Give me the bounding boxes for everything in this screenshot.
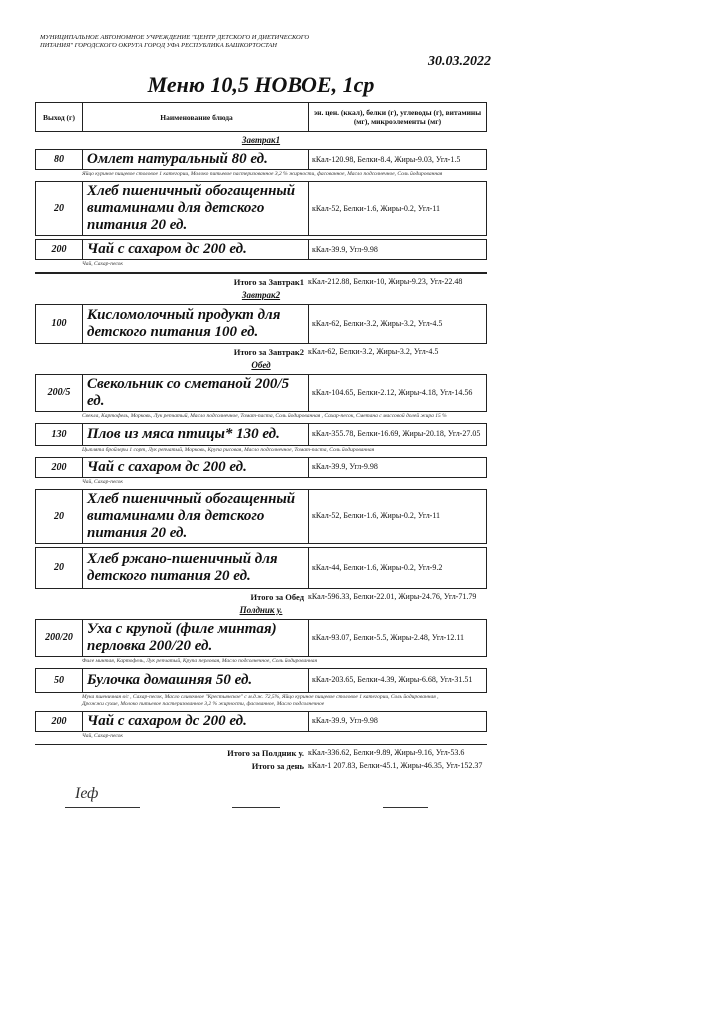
dish-row xyxy=(35,149,487,170)
section-total-label: Итого за Обед xyxy=(250,591,304,602)
dish-nutrition: кКал-39.9, Угл-9.98 xyxy=(312,462,378,471)
dish-name: Чай с сахаром дс 200 ед. xyxy=(83,712,309,731)
dish-weight: 20 xyxy=(36,182,83,235)
dish-weight: 80 xyxy=(36,150,83,169)
dish-weight: 200 xyxy=(36,458,83,477)
dish-ingredients: Филе минтая, Картофель, Лук репчатый, Крупа перловая, Масло подсолнечное, Соль йодированная xyxy=(82,657,318,664)
signature: Іеф xyxy=(75,785,99,802)
dish-ingredients: Цыплята бройлеры 1 сорт, Лук репчатый, Морковь, Крупа рисовая, Масло подсолнечное, Томат-паста, Соль йодированная xyxy=(82,446,375,453)
section-total-value: кКал-336.62, Белки-9.89, Жиры-9.16, Угл-53.6 xyxy=(308,748,465,757)
section-total-value: кКал-212.88, Белки-10, Жиры-9.23, Угл-22.48 xyxy=(308,276,463,286)
divider xyxy=(35,744,487,746)
dish-nutrition: кКал-104.65, Белки-2.12, Жиры-4.18, Угл-14.56 xyxy=(312,387,473,397)
section-total xyxy=(35,592,487,602)
section-total-value: кКал-62, Белки-3.2, Жиры-3.2, Угл-4.5 xyxy=(308,346,439,356)
dish-weight: 200/5 xyxy=(36,375,83,411)
section-title: Завтрак2 xyxy=(241,289,281,300)
divider xyxy=(35,272,487,274)
dish-nutrition: кКал-39.9, Угл-9.98 xyxy=(312,244,378,254)
dish-ingredients: Яйцо куриное пищевое столовое 1 категории, Молоко питьевое пастеризованное 3,2 % жирности, фасованное, Масло подсолнечное, Соль йодированная xyxy=(82,171,443,177)
section-total-value: кКал-596.33, Белки-22.01, Жиры-24.76, Угл-71.79 xyxy=(308,591,477,601)
dish-row xyxy=(35,374,487,412)
document-header xyxy=(40,0,492,94)
header-name: Наименование блюда xyxy=(83,103,309,131)
dish-row xyxy=(35,489,487,544)
dish-nutrition: кКал-39.9, Угл-9.98 xyxy=(312,716,378,725)
dish-name: Уха с крупой (филе минтая) перловка 200/20 ед. xyxy=(83,620,309,656)
day-total-value: кКал-1 207.83, Белки-45.1, Жиры-46.35, Угл-152.37 xyxy=(308,761,483,770)
menu-date: 30.03.2022 xyxy=(428,54,491,69)
dish-nutrition: кКал-120.98, Белки-8.4, Жиры-9.03, Угл-1.5 xyxy=(312,154,461,164)
dish-name: Омлет натуральный 80 ед. xyxy=(83,150,309,169)
menu-table xyxy=(35,102,487,825)
page-title: Меню 10,5 НОВОЕ, 1ср xyxy=(147,72,375,97)
dish-row xyxy=(35,423,487,446)
dish-name: Свекольник со сметаной 200/5 ед. xyxy=(83,375,309,411)
section-title: Завтрак1 xyxy=(241,135,281,145)
dish-name: Булочка домашняя 50 ед. xyxy=(83,669,309,692)
dish-ingredients: Чай, Сахар-песок xyxy=(82,732,123,739)
dish-ingredients: Чай, Сахар-песок xyxy=(82,478,123,485)
signature-line xyxy=(383,807,428,808)
dish-nutrition: кКал-203.65, Белки-4.39, Жиры-6.68, Угл-31.51 xyxy=(312,675,473,684)
dish-name: Чай с сахаром дс 200 ед. xyxy=(83,240,309,259)
dish-weight: 200/20 xyxy=(36,620,83,656)
dish-ingredients: Мука пшеничная в/с , Сахар-песок, Масло сливочное "Крестьянское" с м.д.ж. 72,5%, Яйцо куриное пищевое столовое 1 категории, Соль йодированная , Дрожжи сухие, Молоко питьевое пастеризованное 3,2 % жирности, фасованное, Масло подсолнечное xyxy=(82,693,439,707)
dish-ingredients: Свекла, Картофель, Морковь, Лук репчатый, Масло подсолнечное, Томат-паста, Соль йодированная , Сахар-песок, Сметана с массовой долей жира 15 % xyxy=(82,412,447,419)
day-total xyxy=(35,761,487,771)
dish-name: Хлеб пшеничный обогащенный витаминами для детского питания 20 ед. xyxy=(83,182,309,235)
section-total xyxy=(35,347,487,357)
dish-row xyxy=(35,304,487,344)
dish-nutrition: кКал-52, Белки-1.6, Жиры-0.2, Угл-11 xyxy=(312,203,441,213)
dish-row xyxy=(35,239,487,260)
dish-nutrition: кКал-44, Белки-1.6, Жиры-0.2, Угл-9.2 xyxy=(312,562,443,572)
dish-row xyxy=(35,547,487,589)
dish-row xyxy=(35,457,487,478)
dish-name: Чай с сахаром дс 200 ед. xyxy=(83,458,309,477)
section-total-label: Итого за Завтрак2 xyxy=(233,346,304,357)
organization-name: МУНИЦИПАЛЬНОЕ АВТОНОМНОЕ УЧРЕЖДЕНИЕ "ЦЕНТР ДЕТСКОГО И ДИЕТИЧЕСКОГО ПИТАНИЯ" ГОРОДСКОГО ОКРУГА ГОРОД УФА РЕСПУБЛИКА БАШКОРТОСТАН xyxy=(40,34,310,49)
section-total xyxy=(35,748,487,758)
dish-row xyxy=(35,668,487,693)
dish-weight: 20 xyxy=(36,490,83,543)
signature-area xyxy=(35,785,487,825)
dish-row xyxy=(35,181,487,236)
section-total-label: Итого за Полдник у. xyxy=(227,748,304,758)
dish-row xyxy=(35,711,487,732)
header-weight: Выход (г) xyxy=(36,103,83,131)
dish-weight: 20 xyxy=(36,548,83,588)
header-nutrition: эн. цен. (ккал), белки (г), углеводы (г), витамины (мг), микроэлементы (мг) xyxy=(313,108,482,126)
section-total xyxy=(35,277,487,287)
dish-name: Кисломолочный продукт для детского питания 100 ед. xyxy=(83,305,309,343)
dish-weight: 50 xyxy=(36,669,83,692)
dish-ingredients: Чай, Сахар-песок xyxy=(82,261,123,267)
dish-weight: 200 xyxy=(36,712,83,731)
dish-weight: 130 xyxy=(36,424,83,445)
dish-name: Хлеб ржано-пшеничный для детского питания 20 ед. xyxy=(83,548,309,588)
day-total-label: Итого за день xyxy=(251,761,304,771)
dish-nutrition: кКал-62, Белки-3.2, Жиры-3.2, Угл-4.5 xyxy=(312,318,443,328)
dish-weight: 100 xyxy=(36,305,83,343)
dish-name: Плов из мяса птицы* 130 ед. xyxy=(83,424,309,445)
section-title: Полдник у. xyxy=(239,604,283,615)
dish-nutrition: кКал-93.07, Белки-5.5, Жиры-2.48, Угл-12.11 xyxy=(312,632,465,642)
dish-row xyxy=(35,619,487,657)
dish-nutrition: кКал-52, Белки-1.6, Жиры-0.2, Угл-11 xyxy=(312,511,441,520)
section-title: Обед xyxy=(251,359,271,370)
signature-line xyxy=(65,807,140,808)
dish-name: Хлеб пшеничный обогащенный витаминами для детского питания 20 ед. xyxy=(83,490,309,543)
signature-line xyxy=(232,807,280,808)
dish-weight: 200 xyxy=(36,240,83,259)
section-total-label: Итого за Завтрак1 xyxy=(233,276,304,287)
table-header xyxy=(35,102,487,132)
dish-nutrition: кКал-355.78, Белки-16.69, Жиры-20.18, Угл-27.05 xyxy=(312,429,481,438)
